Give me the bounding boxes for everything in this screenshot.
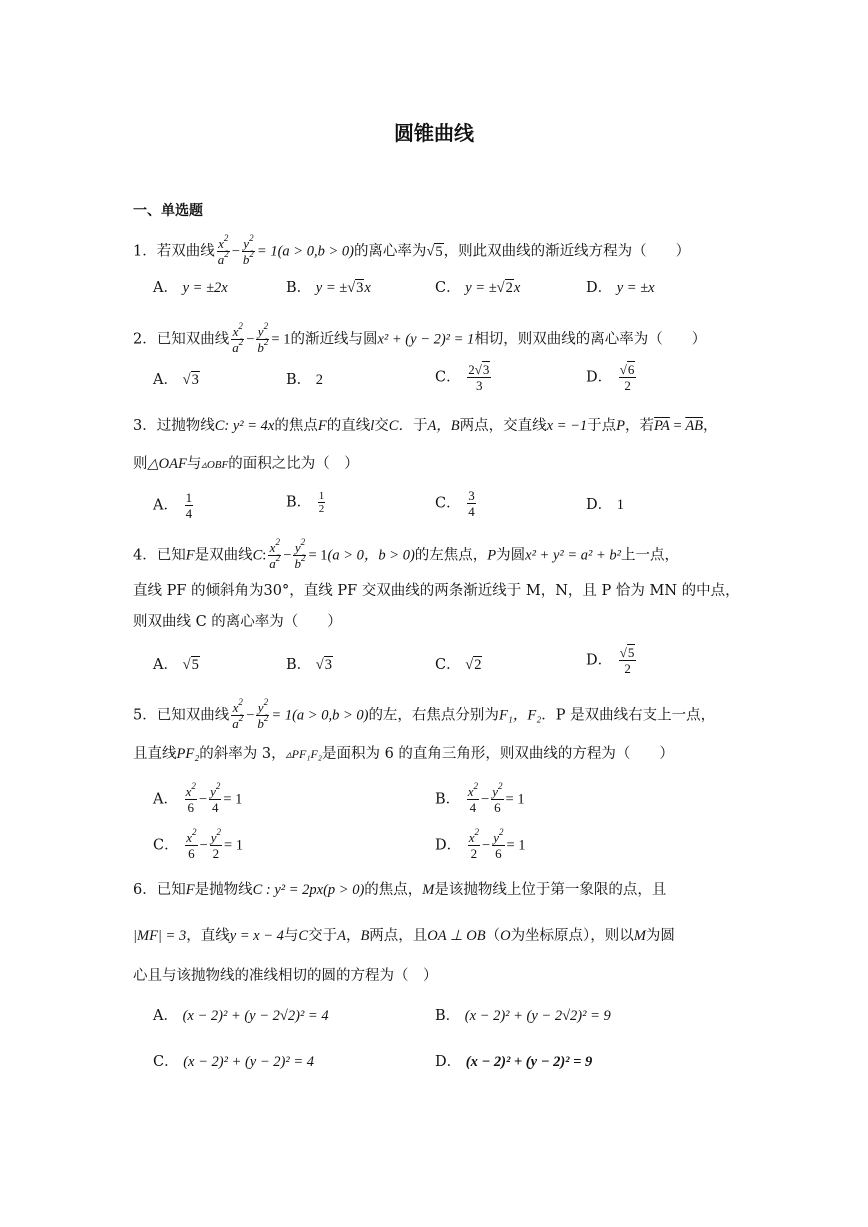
question-3: 3．过抛物线C: y² = 4x的焦点F的直线l交C．于A，B两点，交直线x = −1于点P，若$\overline{PA} = \overline{AB}$， [133, 418, 718, 434]
question-6-line-2: |MF| = 3，直线y = x − 4与C交于A，B两点，且OA ⊥ OB（O为坐标原点），则以M为圆 [133, 928, 675, 944]
q1-frac-x: $\frac{x^2}{a^2}$ [217, 233, 229, 267]
q4-option-b[interactable]: B． √3 [286, 657, 332, 673]
q6-option-c[interactable]: C． (x − 2)² + (y − 2)² = 4 [153, 1054, 314, 1070]
question-5-line-2: 且直线PF₂的斜率为 3，▵PF₁F₂是面积为 6 的直角三角形，则双曲线的方程为（ ） [133, 746, 674, 762]
q1-eq-tail: = 1(a > 0,b > 0) [256, 243, 354, 260]
q4-option-a[interactable]: A． √5 [153, 657, 199, 673]
q3-option-b[interactable]: B． $\frac{1}{2}$ [286, 490, 325, 515]
question-6: 6．已知F是抛物线C : y² = 2px(p > 0)的焦点，M是该抛物线上位于第一象限的点，且 [133, 882, 667, 898]
q2-option-a[interactable]: A． √3 [153, 372, 199, 388]
q5-option-d[interactable]: D． $\frac{x^2}{2}$ − $\frac{y^2}{6}$ = 1 [435, 827, 526, 861]
q2-option-d[interactable]: D． $\frac{√6}{2}$ [586, 362, 635, 393]
question-4-line-3: 则双曲线 C 的离心率为（ ） [133, 614, 342, 630]
q4-option-c[interactable]: C． √2 [435, 657, 482, 673]
question-1: 1．若双曲线 $\frac{x^2}{a^2}$ − $\frac{y^2}{b^2}$ = 1(a > 0,b > 0)的离心率为√5，则此双曲线的渐近线方程为（ ） [133, 233, 691, 267]
q2-option-b[interactable]: B． 2 [286, 372, 324, 388]
q5-option-b[interactable]: B． $\frac{x^2}{4}$ − $\frac{y^2}{6}$ = 1 [435, 781, 525, 815]
q5-option-a[interactable]: A． $\frac{x^2}{6}$ − $\frac{y^2}{4}$ = 1 [153, 781, 243, 815]
q1-pre: 若双曲线 [156, 243, 215, 260]
question-4: 4．已知F是双曲线C: $\frac{x^2}{a^2}$ − $\frac{y^2}{b^2}$ = 1(a > 0，b > 0)的左焦点，P为圆x² + y² = a² + b²上一点， [133, 537, 680, 571]
q3-option-d[interactable]: D． 1 [586, 497, 624, 513]
q4-option-d[interactable]: D． $\frac{√5}{2}$ [586, 645, 635, 676]
q2-option-c[interactable]: C． $\frac{2√3}{3}$ [435, 362, 490, 393]
page-title: 圆锥曲线 [394, 121, 474, 145]
question-4-line-2: 直线 PF 的倾斜角为30°，直线 PF 交双曲线的两条渐近线于 M，N，且 P 恰为 MN 的中点， [133, 583, 740, 599]
q5-option-c[interactable]: C． $\frac{x^2}{6}$ − $\frac{y^2}{2}$ = 1 [153, 827, 244, 861]
q1-val: 5 [435, 243, 443, 260]
q3-option-c[interactable]: C． $\frac{3}{4}$ [435, 488, 475, 519]
q6-option-d[interactable]: D． (x − 2)² + (y − 2)² = 9 [435, 1054, 593, 1070]
q1-option-b[interactable]: B． y = ±√3x [286, 280, 371, 296]
question-2: 2．已知双曲线 $\frac{x^2}{a^2}$ − $\frac{y^2}{b^2}$ = 1的渐近线与圆x² + (y − 2)² = 1相切，则双曲线的离心率为（ ） [133, 321, 707, 355]
q6-option-a[interactable]: A． (x − 2)² + (y − 2√2)² = 4 [153, 1008, 329, 1024]
q1-option-d[interactable]: D． y = ±x [586, 280, 655, 296]
q1-option-a[interactable]: A． y = ±2x [153, 280, 228, 296]
q1-mid: 的离心率为 [353, 243, 427, 260]
question-5: 5．已知双曲线 $\frac{x^2}{a^2}$ − $\frac{y^2}{b^2}$ = 1(a > 0,b > 0)的左，右焦点分别为F₁，F₂．P 是双曲线右支上一点， [133, 697, 716, 731]
q1-frac-y: $\frac{y^2}{b^2}$ [242, 233, 254, 267]
q1-option-c[interactable]: C． y = ±√2x [435, 280, 521, 296]
question-3-line-2: 则△OAF与▵OBF的面积之比为（ ） [133, 456, 359, 472]
section-heading: 一、单选题 [133, 203, 203, 219]
q1-number: 1． [133, 243, 157, 260]
q3-option-a[interactable]: A． $\frac{1}{4}$ [153, 490, 193, 521]
q1-post: ，则此双曲线的渐近线方程为（ ） [443, 243, 691, 260]
q6-option-b[interactable]: B． (x − 2)² + (y − 2√2)² = 9 [435, 1008, 611, 1024]
question-6-line-3: 心且与该抛物线的准线相切的圆的方程为（ ） [133, 968, 438, 984]
